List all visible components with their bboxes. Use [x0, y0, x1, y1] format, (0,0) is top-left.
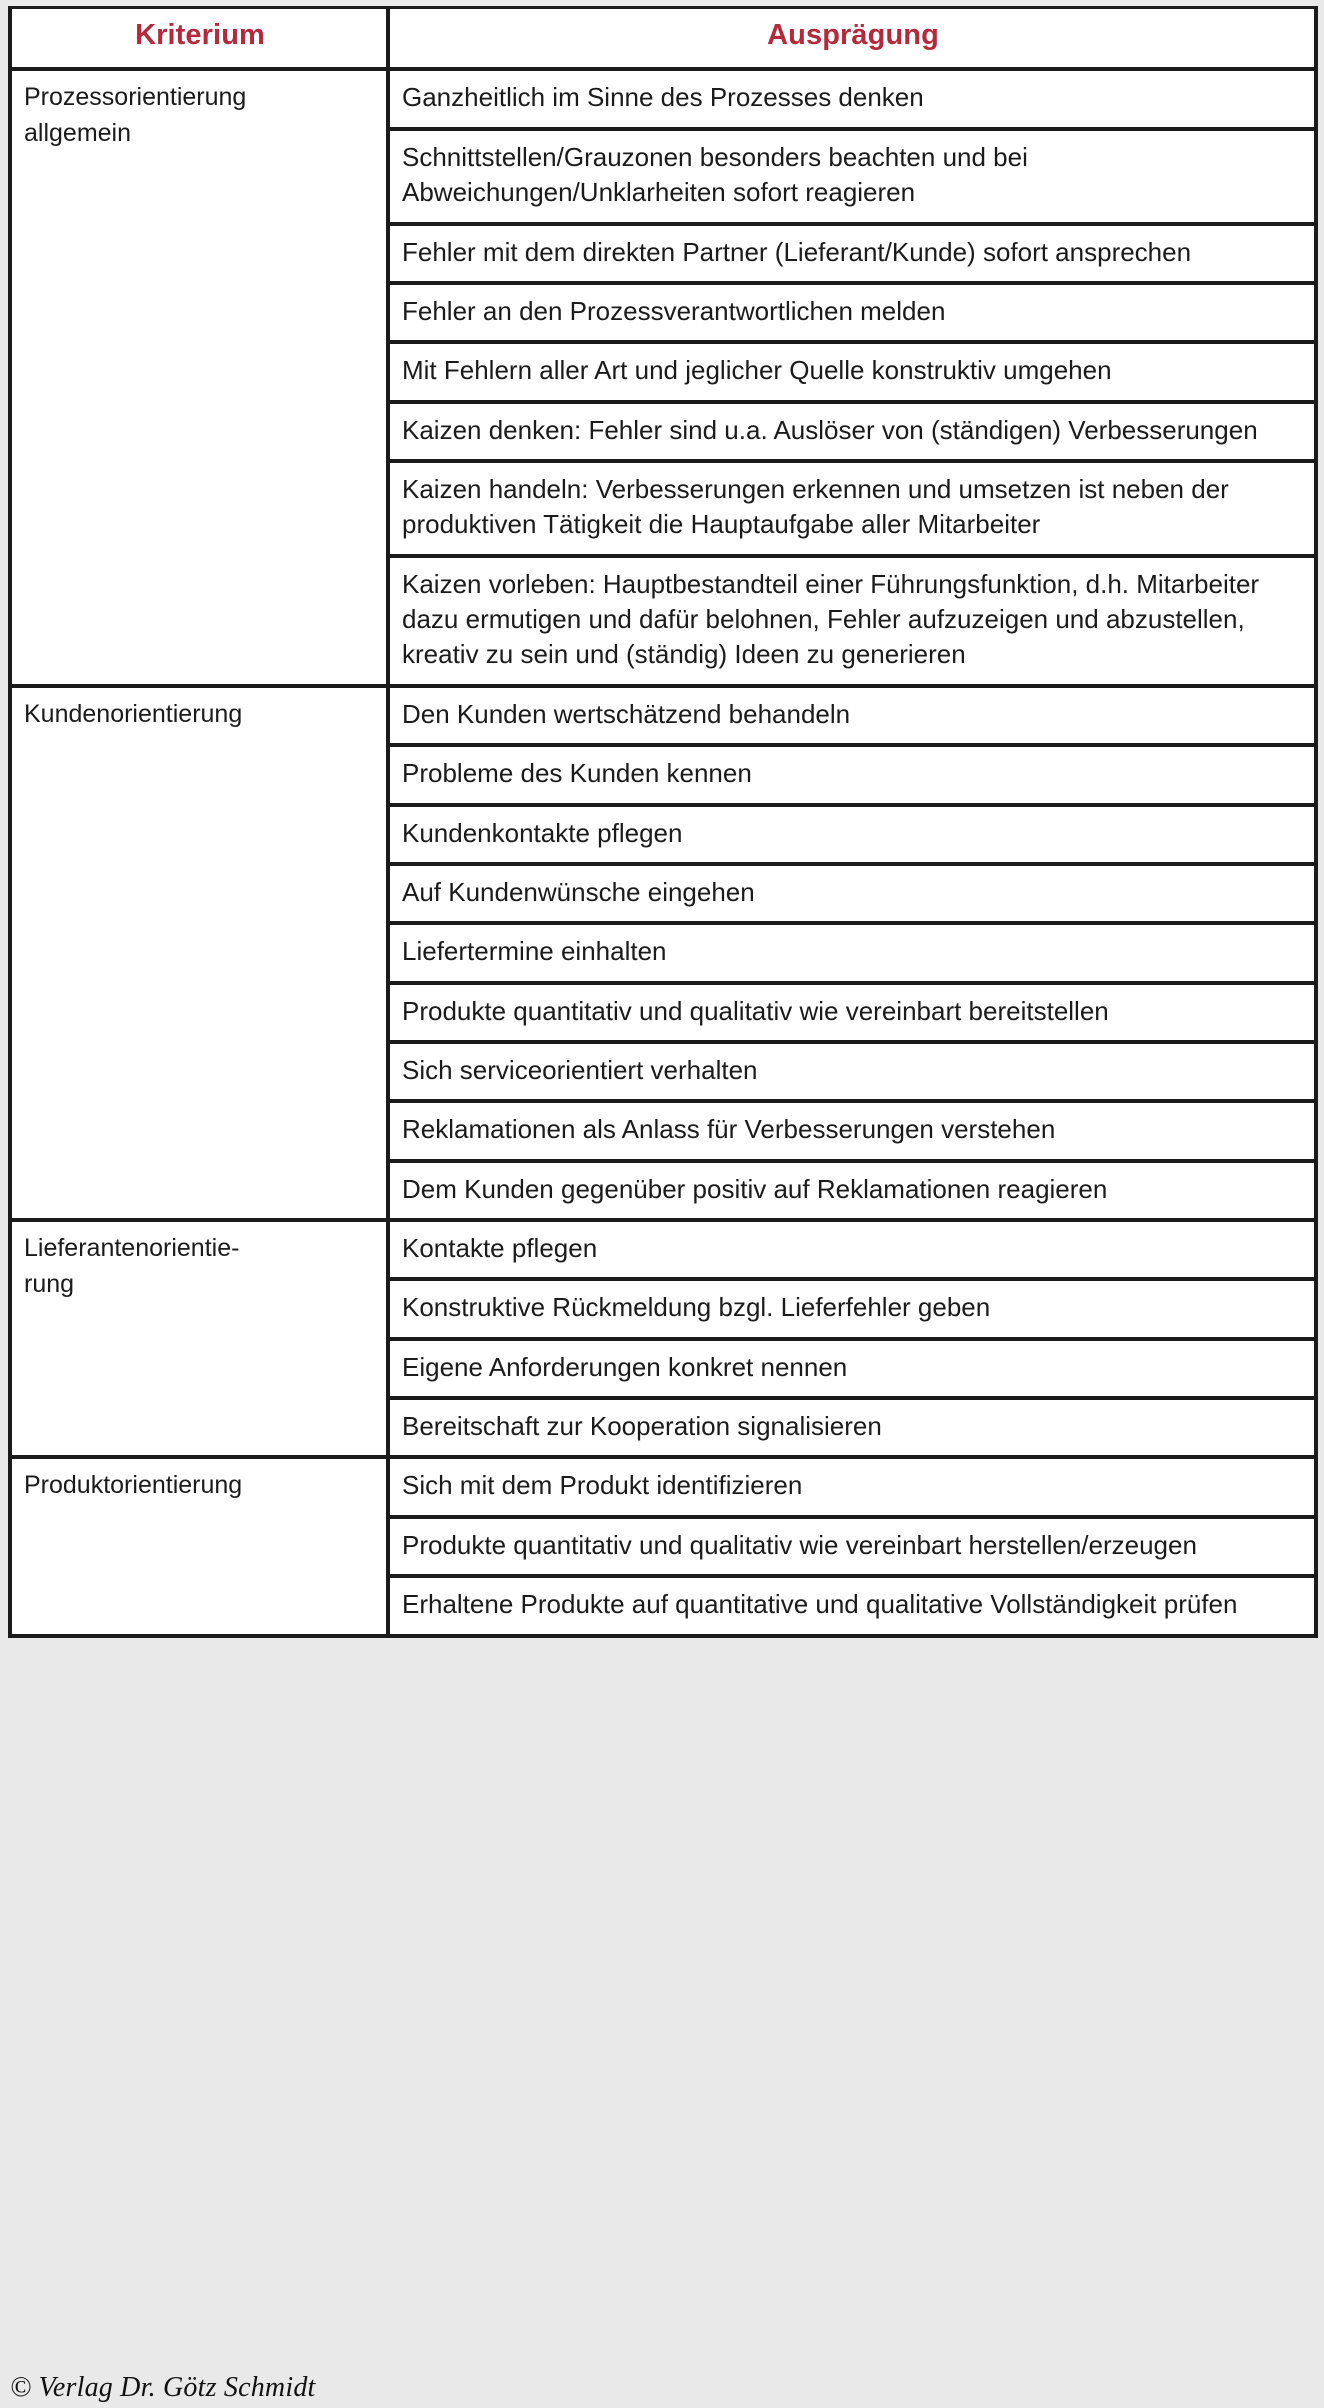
criteria-table — [12, 9, 1314, 1634]
column-header-kriterium — [12, 9, 388, 69]
attribute-text: Eigene Anforderungen konkret nennen — [402, 1351, 848, 1382]
table-row — [12, 69, 1314, 128]
attribute-cell — [388, 342, 1314, 401]
attribute-text: Auf Kundenwünsche eingehen — [402, 876, 755, 907]
attribute-cell — [388, 1042, 1314, 1101]
attribute-cell — [388, 864, 1314, 923]
attribute-text: Reklamationen als Anlass für Verbesserungen verstehen — [402, 1114, 1056, 1145]
table-row — [12, 1457, 1314, 1516]
attribute-text: Produkte quantitativ und qualitativ wie vereinbart bereitstellen — [402, 995, 1109, 1026]
attribute-text: Konstruktive Rückmeldung bzgl. Lieferfehler geben — [402, 1292, 991, 1323]
attribute-text: Liefertermine einhalten — [402, 936, 667, 967]
table-header-row — [12, 9, 1314, 69]
attribute-text: Sich mit dem Produkt identifizieren — [402, 1470, 803, 1501]
attribute-cell — [388, 1279, 1314, 1338]
attribute-text: Sich serviceorientiert verhalten — [402, 1054, 758, 1085]
attribute-cell — [388, 805, 1314, 864]
attribute-text: Kaizen handeln: Verbesserungen erkennen und umsetzen ist neben der produktiven Tätigkeit die Hauptaufgabe aller Mitarbeiter — [402, 473, 1229, 540]
attribute-text: Fehler mit dem direkten Partner (Lieferant/Kunde) sofort ansprechen — [402, 236, 1192, 267]
criterion-label: Lieferantenorientie- rung — [24, 1234, 240, 1298]
attribute-cell — [388, 983, 1314, 1042]
attribute-cell — [388, 1161, 1314, 1220]
attribute-cell — [388, 1101, 1314, 1160]
column-header-auspraegung-label: Ausprägung — [767, 19, 939, 51]
table-row — [12, 686, 1314, 745]
attribute-text: Kundenkontakte pflegen — [402, 817, 683, 848]
attribute-text: Produkte quantitativ und qualitativ wie vereinbart herstellen/erzeugen — [402, 1529, 1197, 1560]
copyright-notice: © Verlag Dr. Götz Schmidt — [10, 2372, 316, 2403]
attribute-text: Probleme des Kunden kennen — [402, 758, 752, 789]
attribute-cell — [388, 1398, 1314, 1457]
criteria-table-container — [8, 6, 1318, 1638]
attribute-text: Den Kunden wertschätzend behandeln — [402, 698, 851, 729]
column-header-auspraegung — [388, 9, 1314, 69]
attribute-cell — [388, 283, 1314, 342]
attribute-cell — [388, 1457, 1314, 1516]
criterion-cell — [12, 69, 388, 685]
criterion-cell — [12, 1457, 388, 1633]
attribute-cell — [388, 1517, 1314, 1576]
attribute-cell — [388, 461, 1314, 556]
attribute-text: Ganzheitlich im Sinne des Prozesses denken — [402, 82, 924, 113]
attribute-cell — [388, 556, 1314, 686]
attribute-cell — [388, 1339, 1314, 1398]
attribute-text: Schnittstellen/Grauzonen besonders beachten und bei Abweichungen/Unklarheiten sofort reagieren — [402, 141, 1028, 208]
attribute-cell — [388, 745, 1314, 804]
attribute-cell — [388, 686, 1314, 745]
attribute-cell — [388, 923, 1314, 982]
attribute-text: Fehler an den Prozessverantwortlichen melden — [402, 295, 946, 326]
attribute-cell — [388, 1220, 1314, 1279]
criterion-cell — [12, 1220, 388, 1457]
criterion-label: Kundenorientierung — [24, 699, 243, 728]
criterion-label: Produktorientierung — [24, 1471, 243, 1500]
attribute-cell — [388, 69, 1314, 128]
attribute-text: Erhaltene Produkte auf quantitative und qualitative Vollständigkeit prüfen — [402, 1589, 1238, 1620]
attribute-text: Dem Kunden gegenüber positiv auf Reklamationen reagieren — [402, 1173, 1108, 1204]
attribute-text: Kontakte pflegen — [402, 1233, 598, 1264]
attribute-text: Kaizen vorleben: Hauptbestandteil einer Führungsfunktion, d.h. Mitarbeiter dazu ermutigen und dafür belohnen, Fehler aufzuzeigen und abzustellen, kreativ zu sein und (ständig) Ideen zu generieren — [402, 568, 1260, 670]
attribute-text: Kaizen denken: Fehler sind u.a. Auslöser von (ständigen) Verbesserungen — [402, 414, 1258, 445]
attribute-cell — [388, 1576, 1314, 1633]
attribute-cell — [388, 224, 1314, 283]
attribute-cell — [388, 129, 1314, 224]
attribute-cell — [388, 402, 1314, 461]
attribute-text: Bereitschaft zur Kooperation signalisieren — [402, 1411, 882, 1442]
criterion-cell — [12, 686, 388, 1220]
attribute-text: Mit Fehlern aller Art und jeglicher Quelle konstruktiv umgehen — [402, 355, 1112, 386]
column-header-kriterium-label: Kriterium — [135, 19, 265, 51]
table-row — [12, 1220, 1314, 1279]
criterion-label: Prozessorientierung allgemein — [24, 83, 247, 147]
